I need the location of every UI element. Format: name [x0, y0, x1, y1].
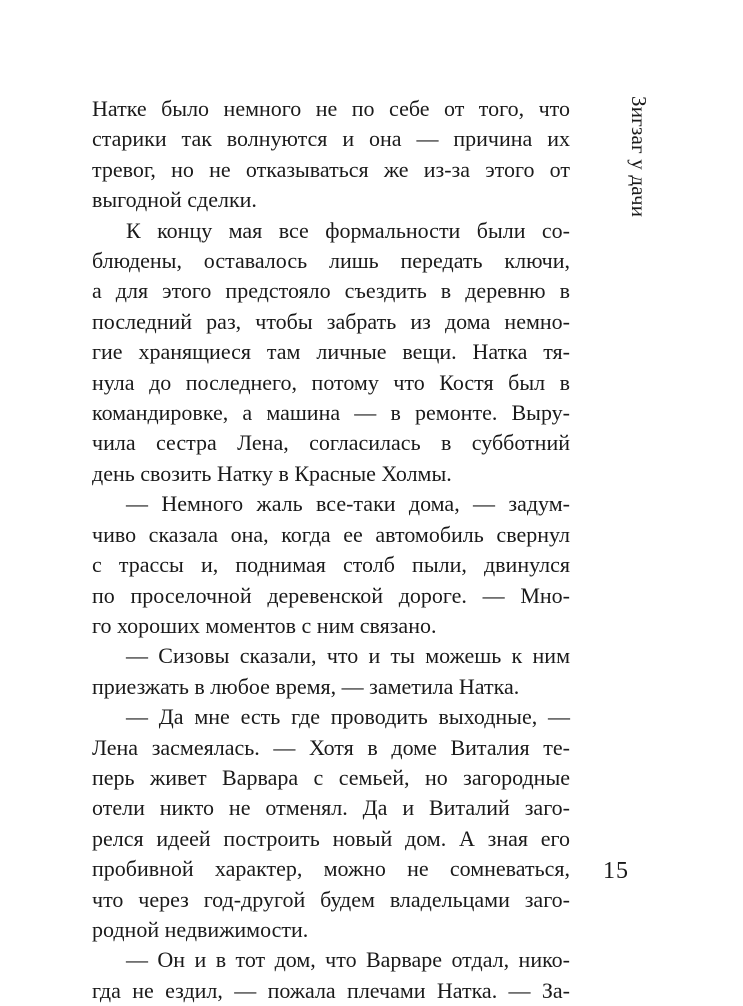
- text-line: пробивной характер, можно не сомневаться,: [92, 856, 570, 882]
- text-line: — Немного жаль все-таки дома, — задум-: [126, 491, 570, 517]
- page-body-text: [92, 94, 570, 1006]
- text-line: а для этого предстояло съездить в деревню в: [92, 278, 570, 304]
- text-line: выгодной сделки.: [92, 187, 257, 213]
- text-line: К концу мая все формальности были со-: [126, 217, 570, 243]
- text-line: блюдены, оставалось лишь передать ключи,: [92, 248, 570, 274]
- text-line: нула до последнего, потому что Костя был в: [92, 369, 570, 395]
- text-line: по проселочной деревенской дороге. — Мно-: [92, 582, 570, 608]
- text-line: — Да мне есть где проводить выходные, —: [126, 704, 570, 730]
- running-head: [627, 96, 651, 236]
- running-head-title: Зигзаг у дачи: [627, 96, 651, 218]
- text-line: перь живет Варвара с семьей, но загородные: [92, 764, 570, 790]
- page-number: 15: [603, 858, 629, 884]
- text-line: го хороших моментов с ним связано.: [92, 612, 437, 638]
- text-line: приезжать в любое время, — заметила Натка.: [92, 673, 520, 699]
- text-line: родной недвижимости.: [92, 916, 309, 942]
- text-line: что через год-другой будем владельцами заго-: [92, 886, 570, 912]
- text-line: с трассы и, поднимая столб пыли, двинулся: [92, 552, 570, 578]
- text-line: — Сизовы сказали, что и ты можешь к ним: [126, 643, 570, 669]
- text-line: — Он и в тот дом, что Варваре отдал, нико-: [126, 947, 570, 973]
- text-line: релся идеей построить новый дом. А зная его: [92, 825, 570, 851]
- text-line: старики так волнуются и она — причина их: [92, 126, 570, 152]
- text-line: тревог, но не отказываться же из-за этого от: [92, 156, 570, 182]
- text-line: день свозить Натку в Красные Холмы.: [92, 460, 452, 486]
- text-line: чиво сказала она, когда ее автомобиль свернул: [92, 521, 570, 547]
- text-line: отели никто не отменял. Да и Виталий заго-: [92, 795, 570, 821]
- text-line: гда не ездил, — пожала плечами Натка. — За-: [92, 977, 570, 1003]
- text-line: Натке было немного не по себе от того, что: [92, 96, 570, 121]
- text-line: гие хранящиеся там личные вещи. Натка тя-: [92, 339, 570, 365]
- text-line: последний раз, чтобы забрать из дома немно-: [92, 308, 570, 334]
- text-line: Лена засмеялась. — Хотя в доме Виталия те-: [92, 734, 570, 760]
- text-line: чила сестра Лена, согласилась в субботний: [92, 430, 570, 456]
- text-line: командировке, а машина — в ремонте. Выру-: [92, 400, 570, 426]
